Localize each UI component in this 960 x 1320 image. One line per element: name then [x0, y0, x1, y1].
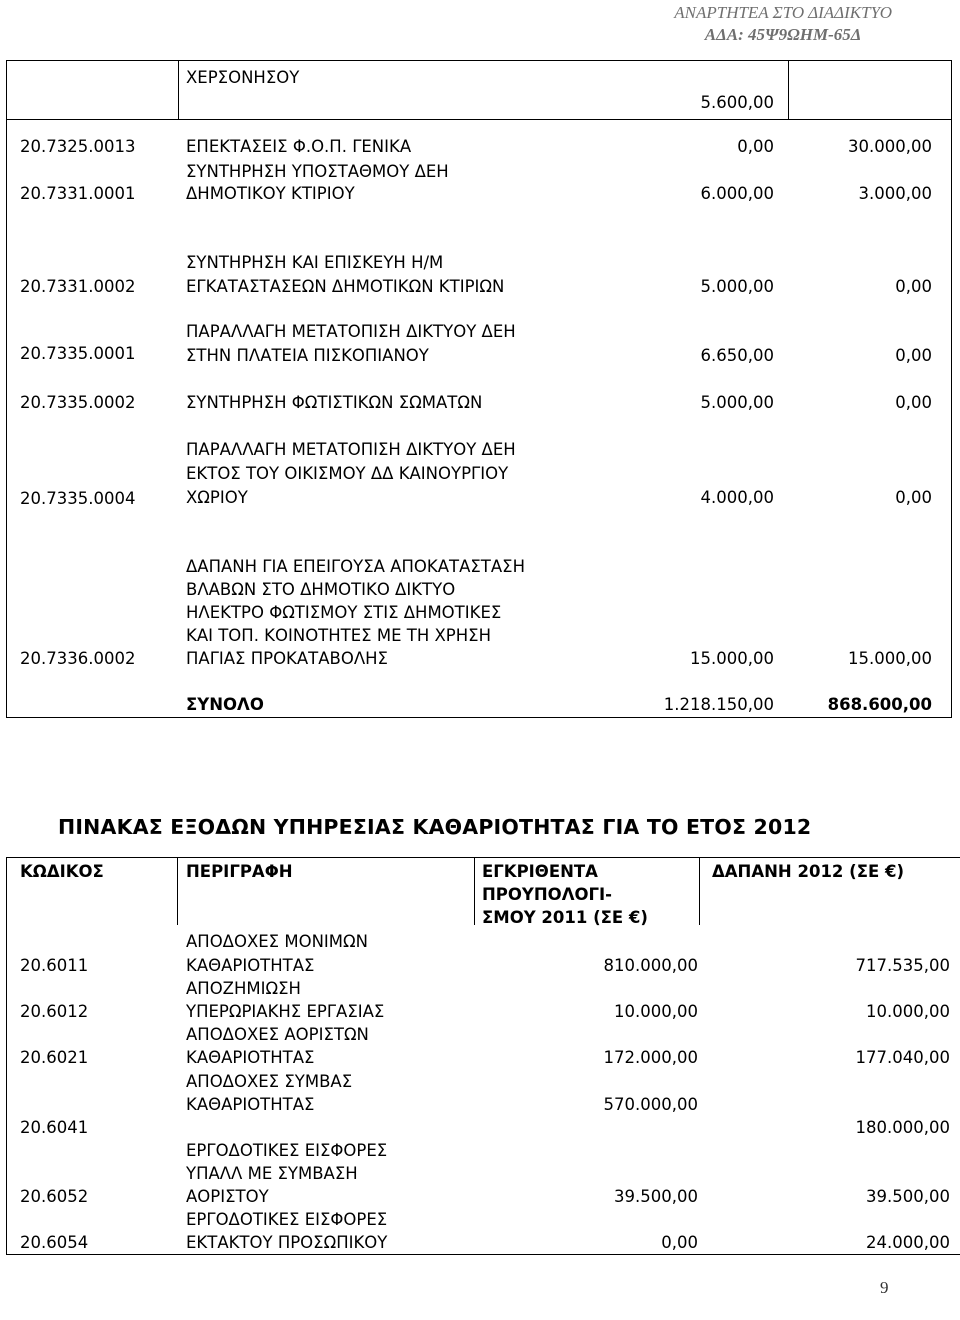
row-description: ΧΕΡΣΟΝΗΣΟΥ	[186, 68, 300, 87]
row-description: ΠΑΓΙΑΣ ΠΡΟΚΑΤΑΒΟΛΗΣ	[186, 649, 388, 668]
row-description: ΚΑΘΑΡΙΟΤΗΤΑΣ	[186, 956, 315, 975]
row-approved: 15.000,00	[690, 649, 774, 668]
header-approved: ΣΜΟΥ 2011 (ΣΕ €)	[482, 908, 648, 927]
total-approved: 1.218.150,00	[663, 695, 774, 714]
row-description: ΣΥΝΤΗΡΗΣΗ ΚΑΙ ΕΠΙΣΚΕΥΗ Η/Μ	[186, 253, 444, 272]
row-description: ΕΠΕΚΤΑΣΕΙΣ Φ.Ο.Π. ΓΕΝΙΚΑ	[186, 137, 412, 156]
row-code: 20.7335.0001	[20, 344, 136, 363]
row-description: ΑΟΡΙΣΤΟΥ	[186, 1187, 269, 1206]
header-code: ΚΩΔΙΚΟΣ	[20, 862, 104, 881]
row-description: ΒΛΑΒΩΝ ΣΤΟ ΔΗΜΟΤΙΚΟ ΔΙΚΤΥΟ	[186, 580, 456, 599]
header-ada-code: ΑΔΑ: 45Ψ9ΩΗΜ-65Δ	[704, 25, 862, 44]
row-approved: 39.500,00	[614, 1187, 698, 1206]
row-description: ΑΠΟΔΟΧΕΣ ΑΟΡΙΣΤΩΝ	[186, 1025, 369, 1044]
row-divider	[7, 119, 951, 120]
row-expense: 177.040,00	[855, 1048, 950, 1067]
row-description: ΑΠΟΔΟΧΕΣ ΣΥΜΒΑΣ	[186, 1072, 353, 1091]
row-description: ΣΥΝΤΗΡΗΣΗ ΦΩΤΙΣΤΙΚΩΝ ΣΩΜΑΤΩΝ	[186, 393, 483, 412]
row-description: ΥΠΑΛΛ ΜΕ ΣΥΜΒΑΣΗ	[186, 1164, 358, 1183]
row-approved: 570.000,00	[603, 1095, 698, 1114]
row-expense: 10.000,00	[866, 1002, 950, 1021]
row-description: ΔΗΜΟΤΙΚΟΥ ΚΤΙΡΙΟΥ	[186, 184, 355, 203]
row-description: ΔΑΠΑΝΗ ΓΙΑ ΕΠΕΙΓΟΥΣΑ ΑΠΟΚΑΤΑΣΤΑΣΗ	[186, 557, 525, 576]
row-approved: 810.000,00	[603, 956, 698, 975]
row-description: ΕΡΓΟΔΟΤΙΚΕΣ ΕΙΣΦΟΡΕΣ	[186, 1210, 388, 1229]
header-line-1: ΑΝΑΡΤΗΤΕΑ ΣΤΟ ΔΙΑΔΙΚΤΥΟ	[674, 3, 892, 22]
row-expense: 24.000,00	[866, 1233, 950, 1252]
row-code: 20.6021	[20, 1048, 89, 1067]
row-description: ΠΑΡΑΛΛΑΓΗ ΜΕΤΑΤΟΠΙΣΗ ΔΙΚΤΥΟΥ ΔΕΗ	[186, 440, 516, 459]
row-code: 20.7336.0002	[20, 649, 136, 668]
row-expense: 0,00	[895, 277, 932, 296]
row-expense: 15.000,00	[848, 649, 932, 668]
row-approved: 6.000,00	[700, 184, 774, 203]
row-description: ΧΩΡΙΟΥ	[186, 488, 248, 507]
row-description: ΚΑΘΑΡΙΟΤΗΤΑΣ	[186, 1048, 315, 1067]
row-description: ΑΠΟΔΟΧΕΣ ΜΟΝΙΜΩΝ	[186, 932, 368, 951]
row-description: ΚΑΘΑΡΙΟΤΗΤΑΣ	[186, 1095, 315, 1114]
row-description: ΥΠΕΡΩΡΙΑΚΗΣ ΕΡΓΑΣΙΑΣ	[186, 1002, 385, 1021]
row-code: 20.6054	[20, 1233, 89, 1252]
total-label: ΣΥΝΟΛΟ	[186, 695, 264, 714]
row-code: 20.7331.0001	[20, 184, 136, 203]
header-description: ΠΕΡΙΓΡΑΦΗ	[186, 862, 293, 881]
row-code: 20.6011	[20, 956, 89, 975]
row-description: ΣΥΝΤΗΡΗΣΗ ΥΠΟΣΤΑΘΜΟΥ ΔΕΗ	[186, 162, 449, 181]
row-expense: 30.000,00	[848, 137, 932, 156]
column-divider	[788, 60, 789, 119]
total-expense: 868.600,00	[827, 695, 932, 714]
row-code: 20.6041	[20, 1118, 89, 1137]
row-approved: 0,00	[737, 137, 774, 156]
row-description: ΑΠΟΖΗΜΙΩΣΗ	[186, 979, 301, 998]
row-approved: 5.000,00	[700, 393, 774, 412]
column-divider	[177, 857, 178, 925]
row-code: 20.7325.0013	[20, 137, 136, 156]
row-approved: 172.000,00	[603, 1048, 698, 1067]
row-description: ΠΑΡΑΛΛΑΓΗ ΜΕΤΑΤΟΠΙΣΗ ΔΙΚΤΥΟΥ ΔΕΗ	[186, 322, 516, 341]
row-approved: 0,00	[661, 1233, 698, 1252]
row-description: ΕΡΓΟΔΟΤΙΚΕΣ ΕΙΣΦΟΡΕΣ	[186, 1141, 388, 1160]
row-description: ΚΑΙ ΤΟΠ. ΚΟΙΝΟΤΗΤΕΣ ΜΕ ΤΗ ΧΡΗΣΗ	[186, 626, 491, 645]
row-description: ΗΛΕΚΤΡΟ ΦΩΤΙΣΜΟΥ ΣΤΙΣ ΔΗΜΟΤΙΚΕΣ	[186, 603, 502, 622]
row-expense: 180.000,00	[855, 1118, 950, 1137]
row-code: 20.7335.0002	[20, 393, 136, 412]
row-description: ΕΓΚΑΤΑΣΤΑΣΕΩΝ ΔΗΜΟΤΙΚΩΝ ΚΤΙΡΙΩΝ	[186, 277, 505, 296]
row-code: 20.7335.0004	[20, 489, 136, 508]
row-description: ΣΤΗΝ ΠΛΑΤΕΙΑ ΠΙΣΚΟΠΙΑΝΟΥ	[186, 346, 429, 365]
row-expense: 3.000,00	[858, 184, 932, 203]
row-code: 20.6052	[20, 1187, 89, 1206]
row-description: ΕΚΤΟΣ ΤΟΥ ΟΙΚΙΣΜΟΥ ΔΔ ΚΑΙΝΟΥΡΓΙΟΥ	[186, 464, 509, 483]
column-divider	[178, 60, 179, 119]
header-expense: ΔΑΠΑΝΗ 2012 (ΣΕ €)	[712, 862, 904, 881]
column-divider	[699, 857, 700, 925]
row-expense: 0,00	[895, 346, 932, 365]
header-approved: ΠΡΟΥΠΟΛΟΓΙ-	[482, 885, 613, 904]
row-approved: 5.600,00	[700, 93, 774, 112]
row-approved: 10.000,00	[614, 1002, 698, 1021]
row-approved: 6.650,00	[700, 346, 774, 365]
row-expense: 0,00	[895, 488, 932, 507]
page-number: 9	[880, 1278, 889, 1297]
row-approved: 5.000,00	[700, 277, 774, 296]
row-expense: 717.535,00	[855, 956, 950, 975]
row-description: ΕΚΤΑΚΤΟΥ ΠΡΟΣΩΠΙΚΟΥ	[186, 1233, 388, 1252]
row-code: 20.7331.0002	[20, 277, 136, 296]
section-title: ΠΙΝΑΚΑΣ ΕΞΟΔΩΝ ΥΠΗΡΕΣΙΑΣ ΚΑΘΑΡΙΟΤΗΤΑΣ ΓΙΑ ΤΟ ΕΤΟΣ 2012	[58, 815, 812, 839]
header-approved: ΕΓΚΡΙΘΕΝΤΑ	[482, 862, 598, 881]
column-divider	[474, 857, 475, 925]
row-code: 20.6012	[20, 1002, 89, 1021]
row-expense: 39.500,00	[866, 1187, 950, 1206]
row-approved: 4.000,00	[700, 488, 774, 507]
publication-header	[674, 2, 892, 46]
row-expense: 0,00	[895, 393, 932, 412]
